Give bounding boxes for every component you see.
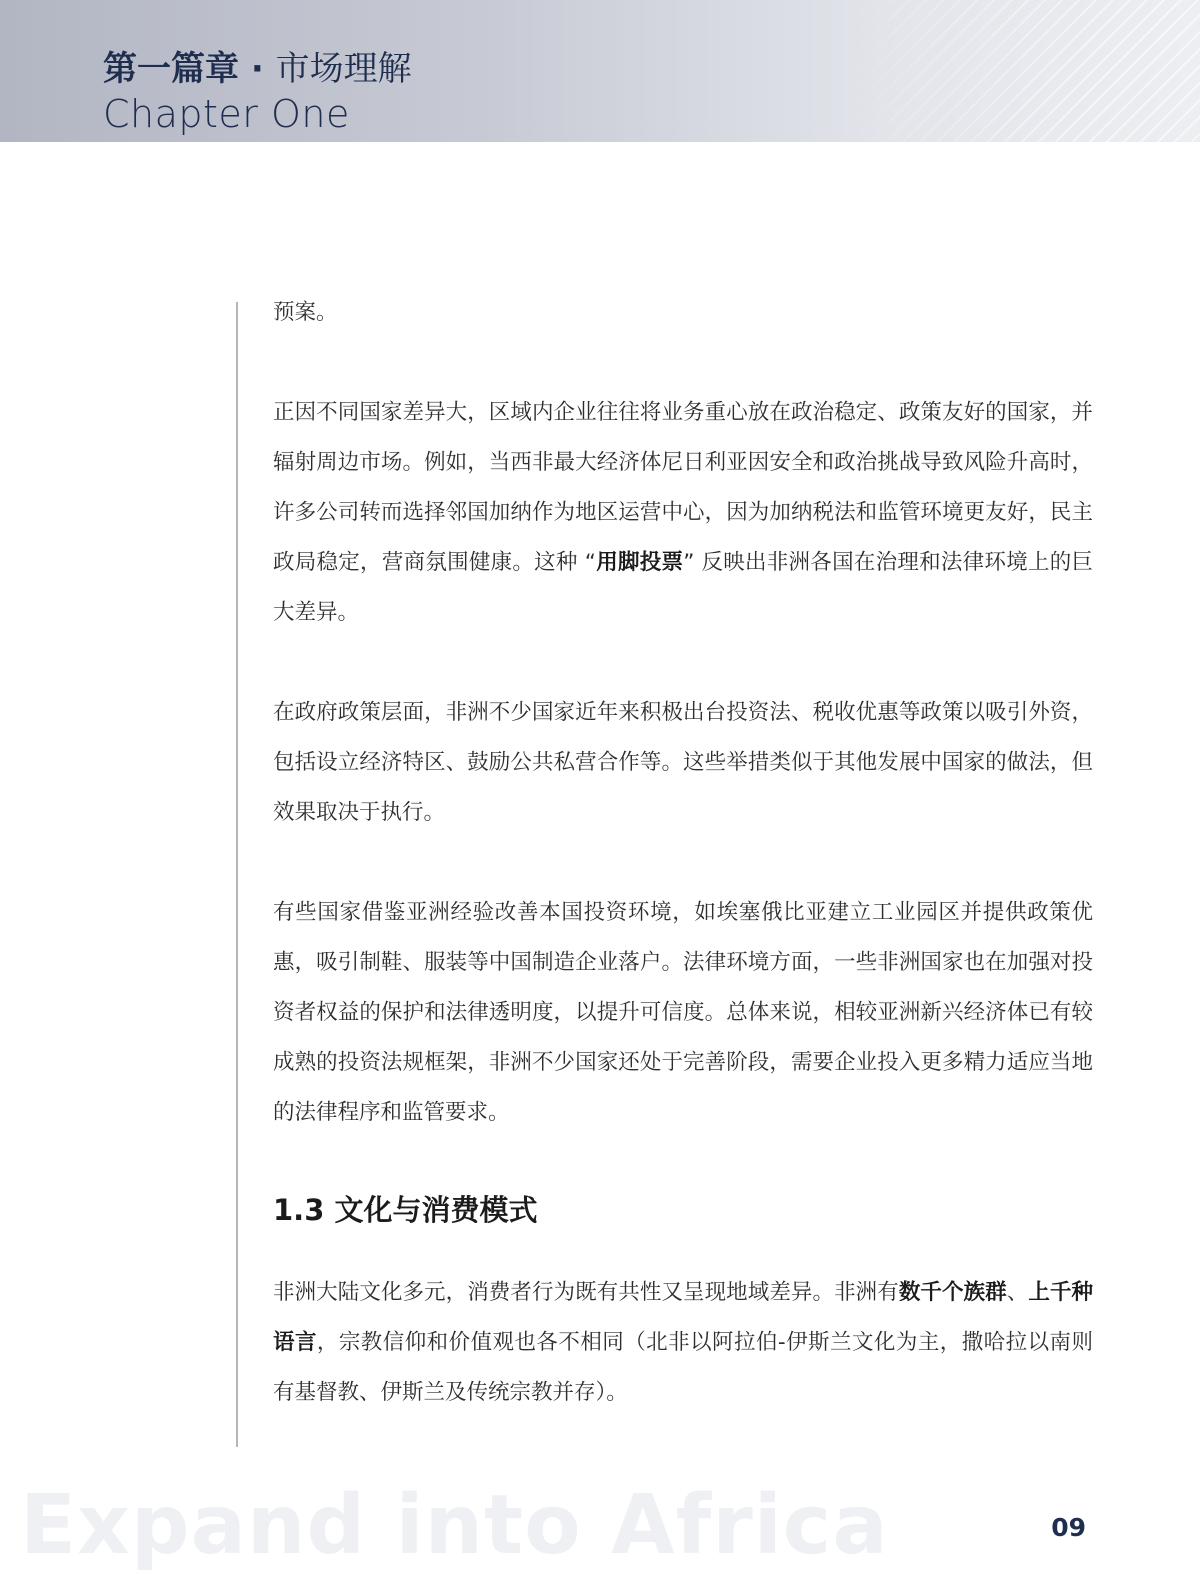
- chapter-subtitle: Chapter One: [103, 92, 350, 136]
- paragraph-5-text-start: 非洲大陆文化多元，消费者行为既有共性又呈现地域差异。非洲有: [273, 1280, 899, 1305]
- chapter-title: [103, 48, 412, 90]
- chapter-header-band: [0, 0, 1200, 142]
- paragraph-4: 有些国家借鉴亚洲经验改善本国投资环境，如埃塞俄比亚建立工业园区并提供政策优惠，吸引制鞋、服装等中国制造企业落户。法律环境方面，一些非洲国家也在加强对投资者权益的保护和法律透明度，以提升可信度。总体来说，相较亚洲新兴经济体已有较成熟的投资法规框架，非洲不少国家还处于完善阶段，需要企业投入更多精力适应当地的法律程序和监管要求。: [273, 900, 1093, 1125]
- article-body: [273, 288, 1093, 1468]
- paragraph-3: 在政府政策层面，非洲不少国家近年来积极出台投资法、税收优惠等政策以吸引外资，包括设立经济特区、鼓励公共私营合作等。这些举措类似于其他发展中国家的做法，但效果取决于执行。: [273, 700, 1093, 825]
- chapter-title-bold: 第一篇章: [103, 49, 239, 89]
- paragraph-2-text-start: 正因不同国家差异大，区域内企业往往将业务重心放在政治稳定、政策友好的国家，并辐射周边市场。例如，当西非最大经济体尼日利亚因安全和政治挑战导致风险升高时，许多公司转而选择邻国加纳作为地区运营中心，因为加纳税法和监管环境更友好，民主政局稳定，营商氛围健康。这种 “: [273, 400, 1093, 575]
- section-heading: 1.3 文化与消费模式: [273, 1193, 538, 1227]
- chapter-title-rest: 市场理解: [275, 49, 412, 89]
- footer-watermark: Expand into Africa: [20, 1478, 889, 1573]
- paragraph-1: 预案。: [273, 300, 338, 325]
- paragraph-5-bold-ethnic-groups: 数千个族群: [898, 1280, 1007, 1305]
- paragraph-5: [273, 1268, 1093, 1418]
- paragraph-2: [273, 388, 1093, 638]
- paragraph-2-bold-term: 用脚投票: [595, 550, 684, 575]
- header-stripe-pattern: [840, 0, 1200, 142]
- paragraph-5-separator: 、: [1006, 1280, 1029, 1305]
- paragraph-5-text-end: ，宗教信仰和价值观也各不相同（北非以阿拉伯-伊斯兰文化为主，撒哈拉以南则有基督教、伊斯兰及传统宗教并存）。: [273, 1330, 1093, 1405]
- page-number: 09: [1051, 1513, 1086, 1542]
- paragraph-5-bold-languages: 上千种语言: [273, 1280, 1093, 1355]
- chapter-title-separator: ·: [239, 49, 276, 89]
- paragraph-2-text-end: ” 反映出非洲各国在治理和法律环境上的巨大差异。: [273, 550, 1093, 625]
- content-vertical-rule: [236, 302, 238, 1447]
